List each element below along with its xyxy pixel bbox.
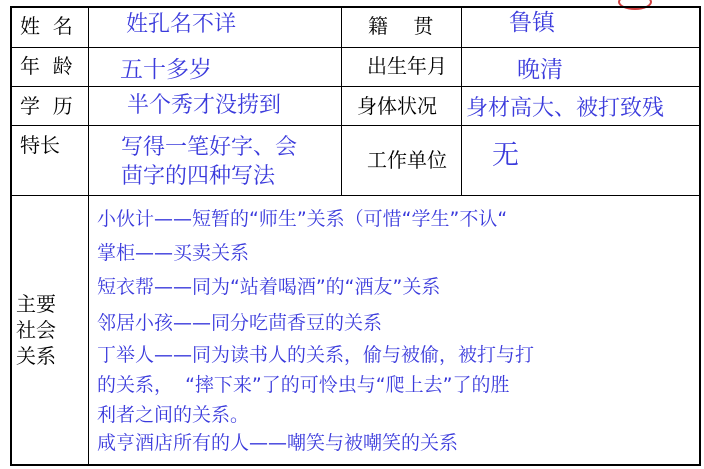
relations-label-line1: 主要 xyxy=(16,292,56,316)
row-divider xyxy=(10,6,701,8)
name-label: 姓 名 xyxy=(20,14,73,38)
health-label: 身体状况 xyxy=(357,94,437,118)
logo-fragment-icon xyxy=(618,0,652,10)
column-divider xyxy=(699,6,701,466)
relation-item: 利者之间的关系。 xyxy=(97,404,250,426)
work-value: 无 xyxy=(492,140,519,171)
skill-value-line2: 茴字的四种写法 xyxy=(121,164,276,189)
relation-item: 的关系， “摔下来”了的可怜虫与“爬上去”了的胜 xyxy=(97,374,510,396)
relation-item: 咸亨酒店所有的人——嘲笑与被嘲笑的关系 xyxy=(97,432,459,454)
row-divider xyxy=(10,47,701,48)
relation-item: 丁举人——同为读书人的关系，偷与被偷，被打与打 xyxy=(97,344,535,366)
health-value: 身材高大、被打致残 xyxy=(466,96,665,121)
relations-label-line3: 关系 xyxy=(16,344,56,368)
birth-label: 出生年月 xyxy=(367,54,447,78)
relation-item: 短衣帮——同为“站着喝酒”的“酒友”关系 xyxy=(97,276,441,298)
column-divider xyxy=(88,6,89,466)
column-divider xyxy=(341,6,342,195)
skill-label: 特长 xyxy=(20,133,60,157)
origin-value: 鲁镇 xyxy=(509,10,555,36)
age-value: 五十多岁 xyxy=(120,57,212,83)
name-value: 姓孔名不详 xyxy=(126,12,237,37)
column-divider xyxy=(461,6,462,195)
row-divider xyxy=(10,86,701,87)
work-label: 工作单位 xyxy=(367,148,447,172)
row-divider xyxy=(10,125,701,126)
skill-value-line1: 写得一笔好字、会 xyxy=(121,135,298,160)
relation-item: 小伙计——短暂的“师生”关系（可惜“学生”不认“ xyxy=(97,208,508,230)
birth-value: 晚清 xyxy=(517,57,563,83)
age-label: 年 龄 xyxy=(20,54,73,78)
relation-item: 邻居小孩——同分吃茴香豆的关系 xyxy=(97,312,383,334)
row-divider xyxy=(10,195,701,196)
origin-label: 籍 贯 xyxy=(368,14,434,38)
education-value: 半个秀才没捞到 xyxy=(127,93,282,118)
relation-item: 掌柜——买卖关系 xyxy=(97,242,250,264)
relations-label-line2: 社会 xyxy=(16,318,56,342)
education-label: 学 历 xyxy=(20,94,73,118)
column-divider xyxy=(10,6,12,466)
row-divider xyxy=(10,464,701,466)
